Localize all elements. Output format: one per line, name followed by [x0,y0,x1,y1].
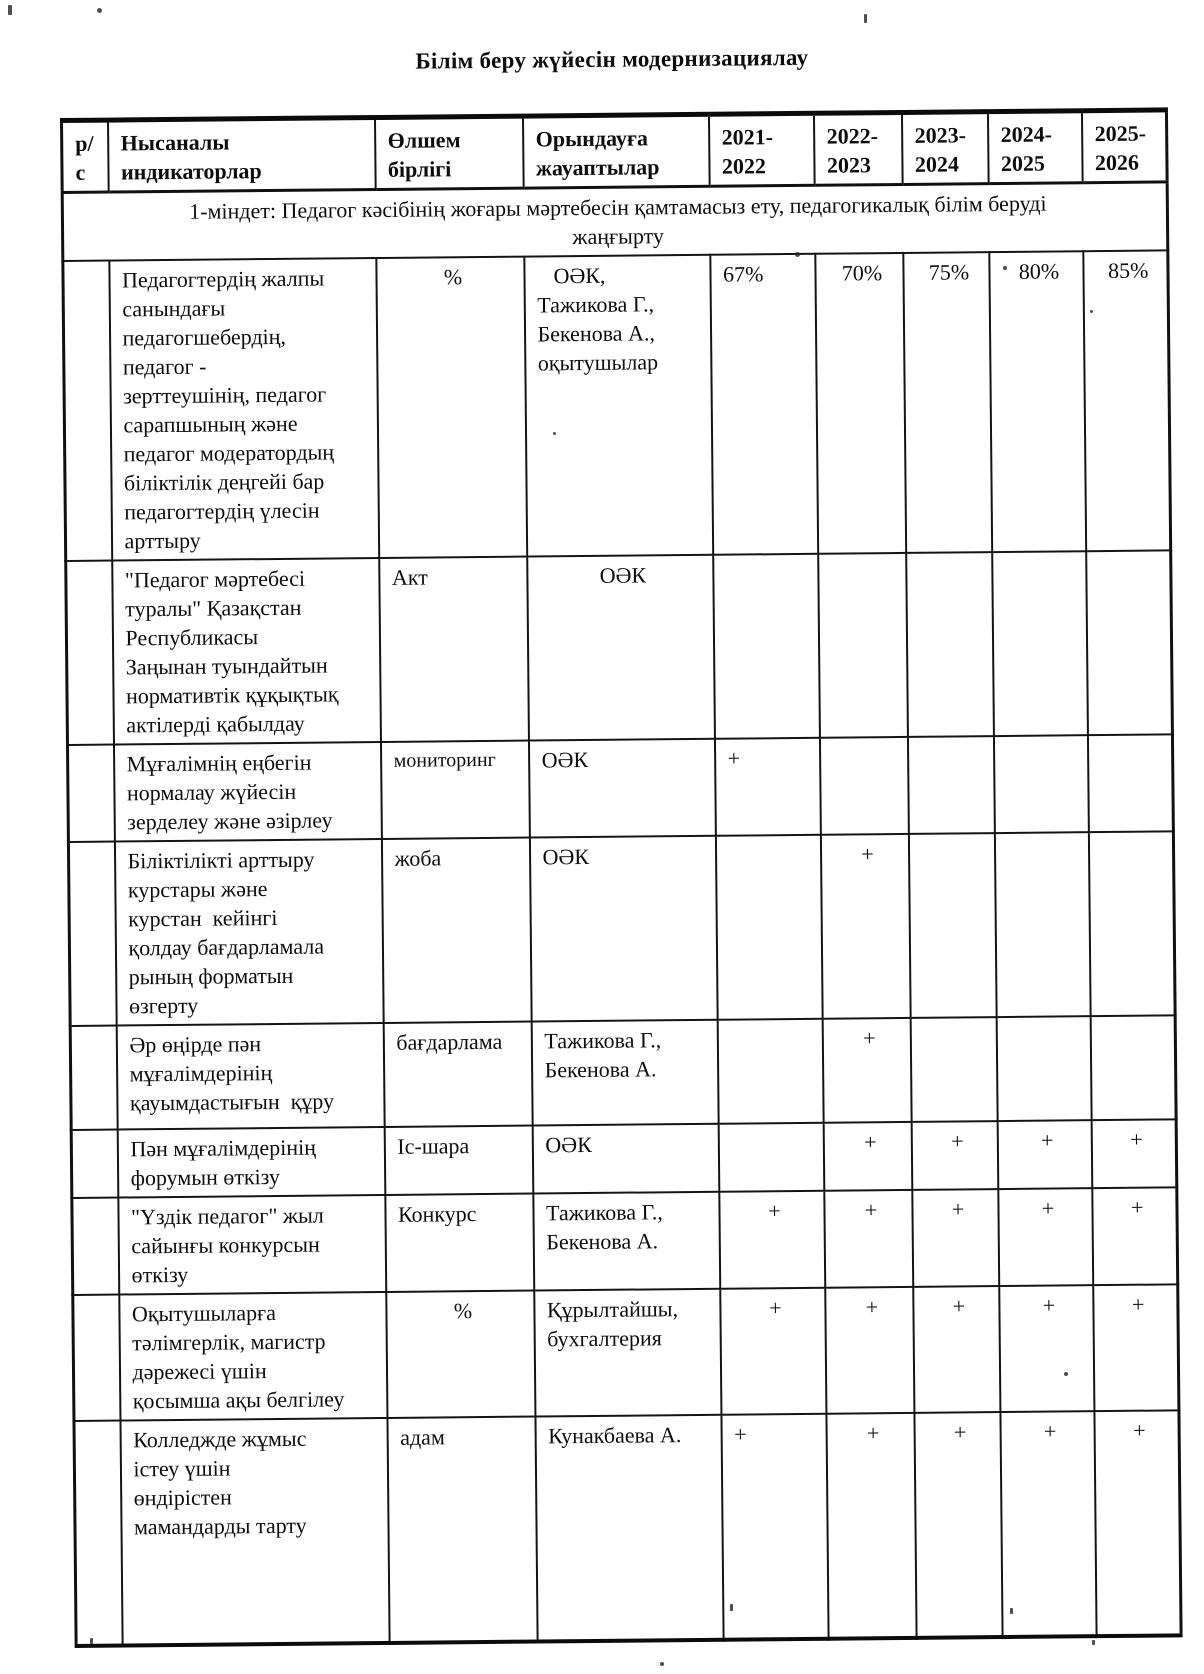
col-header-responsible: Орындауға жауаптылар [522,114,709,188]
row-number-cell [66,561,114,745]
scan-noise-dot [97,8,102,13]
year-cell [993,735,1088,833]
year-cell: 80% [989,251,1086,552]
year-cell: + [823,1122,912,1191]
indicator-cell: "Педагог мәртебесі туралы" Қазақстан Республикасы Заңынан туындайтын нормативтік құқықтық актілерді қабылдау [112,558,381,745]
table-row [67,734,1173,842]
scan-noise-dot [1064,1372,1068,1376]
row-number-cell [73,1295,120,1421]
year-cell: + [1092,1187,1178,1285]
year-cell [908,833,996,1018]
year-cell [1086,550,1173,735]
unit-cell: Іс-шара [384,1126,533,1195]
row-number-cell [74,1421,122,1646]
year-cell: + [1091,1119,1177,1188]
col-header-year-2025-2026: 2025- 2026 [1081,110,1167,183]
col-header-indicator: Нысаналы индикаторлар [107,118,375,193]
year-cell [717,1019,823,1124]
col-header-year-2024-2025: 2024- 2025 [987,111,1082,184]
scan-noise-dot [1010,1608,1013,1614]
unit-cell: Акт [379,557,529,742]
year-cell: + [1093,1284,1179,1411]
row-number-cell [70,1026,117,1130]
year-cell: 75% [903,252,992,553]
row-number-cell [72,1198,119,1295]
year-cell: + [714,738,820,836]
scan-noise-dot [1092,1640,1095,1645]
year-cell: + [720,1288,826,1415]
year-cell [715,835,822,1020]
year-cell: + [911,1121,998,1190]
year-cell: + [912,1189,999,1287]
year-cell: 85% [1083,250,1171,551]
unit-cell: мониторинг [380,741,529,839]
year-cell: + [998,1188,1093,1286]
year-cell: + [1000,1411,1096,1637]
scan-noise-dot [553,432,556,435]
indicators-table [60,107,1183,1648]
year-cell: + [824,1190,913,1288]
scan-noise-dot [1090,310,1093,313]
unit-cell: бағдарлама [383,1022,532,1127]
year-cell: + [1094,1410,1181,1636]
year-cell: + [820,834,910,1019]
unit-cell: жоба [381,838,531,1023]
scan-noise-dot [8,5,12,15]
col-header-num: р/ с [61,120,108,192]
col-header-year-2023-2024: 2023- 2024 [901,112,988,185]
year-cell [910,1017,997,1122]
responsible-cell: ОӘК [532,1124,719,1194]
unit-cell: % [376,257,527,558]
responsible-cell: Құрылтайшы, бухгалтерия [534,1289,721,1417]
indicator-cell: Колледжде жұмыс істеу үшін өндірістен мамандарды тарту [120,1418,389,1646]
table-row [73,1284,1179,1421]
table-row [70,1015,1176,1130]
unit-cell: Конкурс [385,1194,534,1292]
row-number-cell [71,1130,118,1198]
year-cell [1087,734,1173,832]
responsible-cell: ОӘК [528,739,715,838]
task-row [62,182,1168,261]
scan-noise-dot [1003,266,1007,270]
indicator-cell: Біліктілікті арттыру курстары және курстан кейінгі қолдау бағдарламала рының форматын өзгерту [114,839,383,1026]
responsible-cell: ОӘК [527,555,715,741]
table-row [74,1410,1181,1646]
responsible-cell: Тажикова Г., Бекенова А. [533,1192,720,1291]
task-label: 1-міндет: Педагог кәсібінің жоғары мәртебесін қамтамасыз ету, педагогикалық білім беруді жаңғырту [62,182,1168,261]
year-cell [992,551,1088,736]
indicator-cell: Мұғалімнің еңбегін нормалау жүйесін зерделеу және әзірлеу [113,742,381,842]
year-cell: + [822,1018,911,1123]
unit-cell: % [386,1291,535,1418]
table-row [72,1187,1178,1295]
scan-noise-dot [90,1638,93,1644]
table-row [66,550,1173,745]
table-row [68,831,1175,1026]
year-cell: + [825,1287,914,1414]
header-row [61,110,1167,193]
row-number-cell [68,842,116,1026]
year-cell [819,737,908,835]
year-cell: 70% [815,253,906,554]
year-cell [907,736,994,834]
indicator-cell: "Үздік педагог" жыл сайынғы конкурсын өткізу [118,1195,386,1295]
responsible-cell: Тажикова Г., Бекенова А. [531,1020,718,1126]
year-cell [818,553,908,738]
year-cell: 67% [710,254,818,555]
responsible-cell: ОӘК, Тажикова Г., Бекенова А., оқытушылар [524,255,713,557]
col-header-year-2021-2022: 2021- 2022 [708,113,814,186]
row-number-cell [67,745,114,842]
scan-noise-dot [864,14,867,23]
responsible-cell: ОӘК [529,836,717,1022]
year-cell: + [913,1286,1000,1413]
indicator-cell: Әр өңірде пән мұғалімдерінің қауымдастығын құру [116,1023,384,1130]
unit-cell: адам [387,1417,537,1643]
year-cell: + [999,1285,1094,1412]
year-cell: + [719,1191,825,1289]
row-number-cell [63,261,112,561]
year-cell: + [826,1413,916,1639]
table-row [71,1119,1177,1198]
year-cell [994,832,1090,1017]
scan-noise-dot [730,1604,733,1611]
year-cell [1088,831,1175,1016]
indicator-cell: Пән мұғалімдерінің форумын өткізу [117,1127,385,1198]
year-cell: + [914,1412,1002,1638]
year-cell: + [997,1120,1092,1189]
table-row [63,250,1171,561]
year-cell: + [721,1414,828,1640]
indicator-cell: Педагогтердің жалпы санындағы педагогшебердің, педагог - зерттеушінің, педагог сарапшының және педагог модератордың біліктілік деңгейі бар педагогтердің үлесін арттыру [109,258,379,561]
year-cell [906,552,994,737]
year-cell [713,554,820,739]
page-title: Білім беру жүйесін модернизациялау [415,44,809,74]
scan-noise-dot [795,252,800,257]
indicator-cell: Оқытушыларға тәлімгерлік, магистр дәрежесі үшін қосымша ақы белгілеу [119,1292,387,1421]
year-cell [996,1016,1091,1121]
year-cell [1090,1015,1176,1120]
col-header-year-2022-2023: 2022- 2023 [813,112,902,185]
responsible-cell: Кунакбаева А. [535,1415,723,1642]
col-header-unit: Өлшем бірлігі [374,116,523,189]
year-cell [718,1123,824,1192]
scan-noise-dot [660,1662,664,1666]
